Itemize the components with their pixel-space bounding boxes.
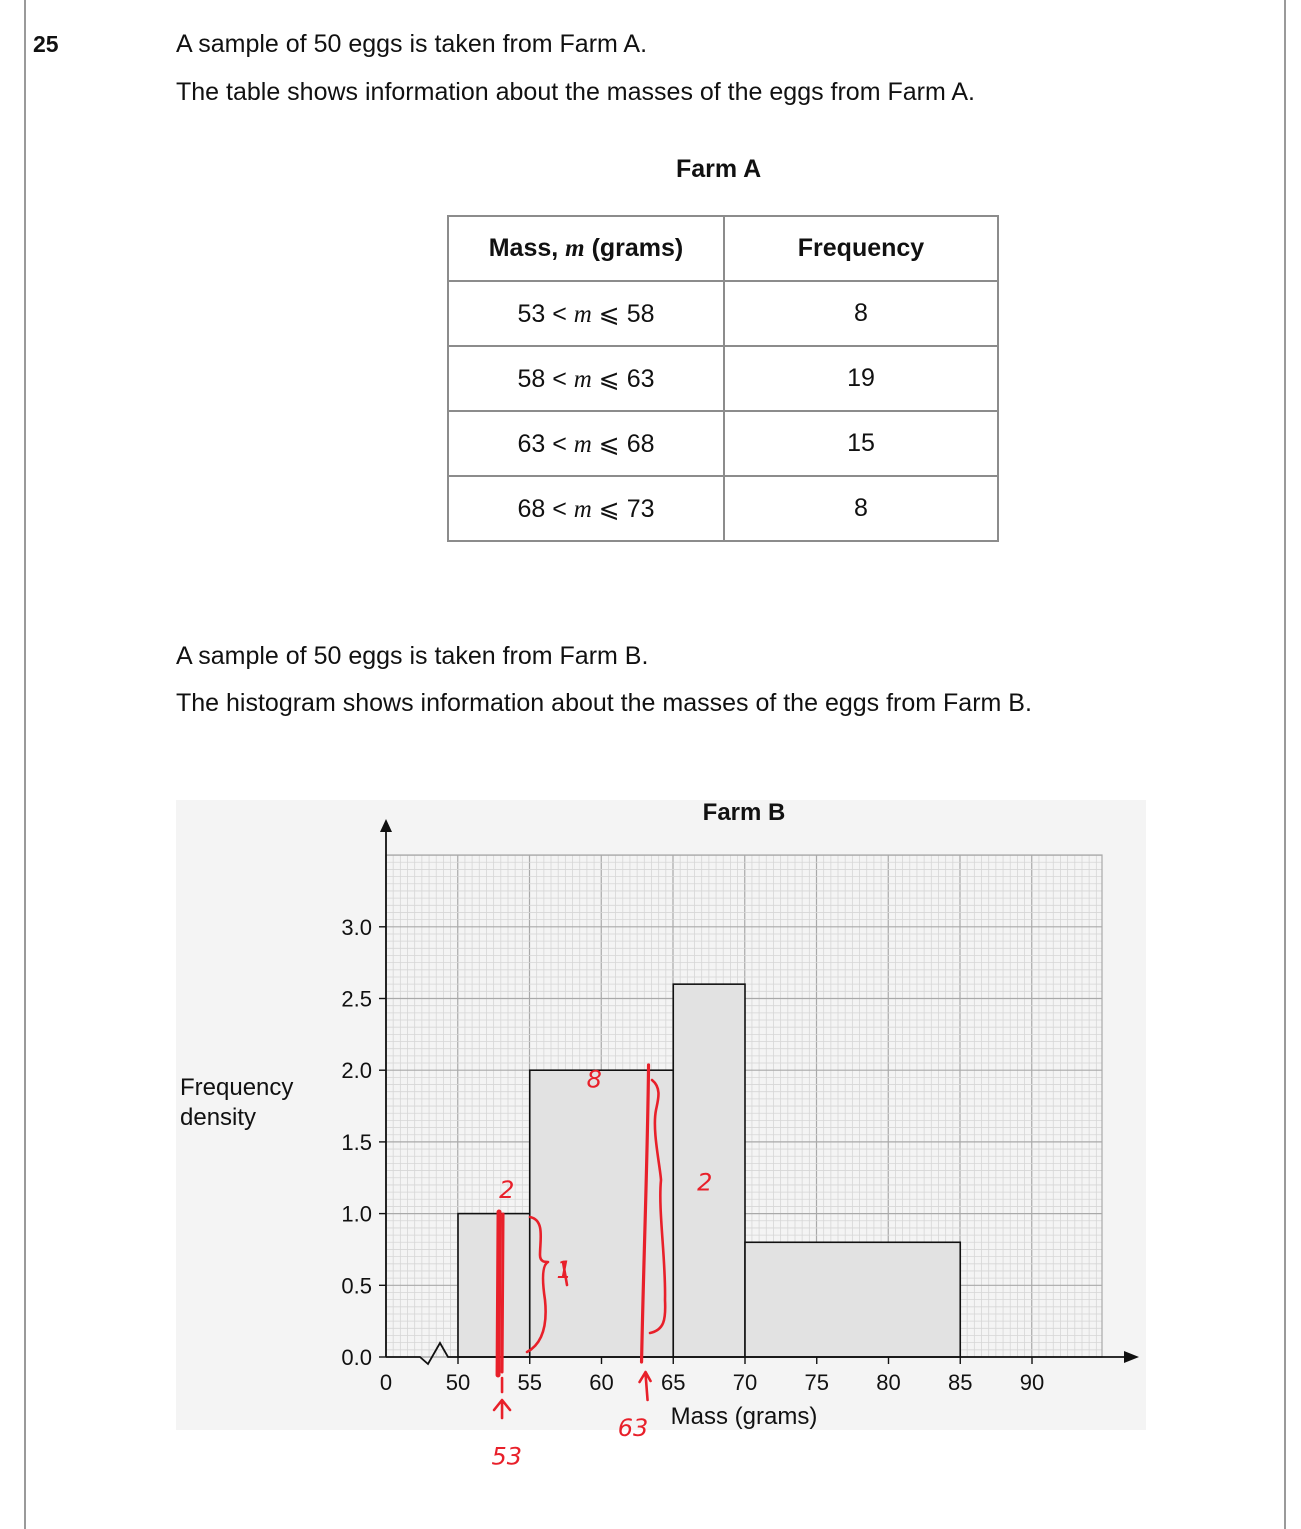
x-tick-label: 50 <box>445 1370 471 1395</box>
handwritten-label: 2 <box>697 1168 713 1197</box>
x-tick-label: 70 <box>732 1370 758 1395</box>
handwritten-label: 2 <box>499 1175 515 1204</box>
frequency-cell: 8 <box>724 281 998 346</box>
mass-interval-cell: 53 < m ⩽ 58 <box>448 281 724 346</box>
y-tick-label: 2.0 <box>341 1058 372 1084</box>
x-tick-label: 80 <box>876 1370 901 1395</box>
chart-title: Farm B <box>702 799 786 826</box>
handwritten-label: 8 <box>586 1065 602 1094</box>
farm-b-intro-1: A sample of 50 eggs is taken from Farm B. <box>176 642 649 670</box>
farm-b-intro-2: The histogram shows information about the masses of the eggs from Farm B. <box>176 689 1032 717</box>
y-tick-label: 1.0 <box>341 1201 372 1227</box>
y-tick-label: 1.5 <box>341 1129 372 1155</box>
x-tick-label: 0 <box>379 1370 393 1395</box>
histogram-bar <box>458 1214 530 1357</box>
x-tick-label: 85 <box>948 1370 973 1395</box>
farm-a-intro-1: A sample of 50 eggs is taken from Farm A. <box>176 30 648 58</box>
x-tick-label: 65 <box>661 1370 686 1395</box>
histogram-bar <box>745 1242 960 1357</box>
x-axis-arrow <box>1124 1351 1139 1363</box>
x-tick-label: 60 <box>589 1370 614 1395</box>
question-number: 25 <box>33 31 59 57</box>
x-tick-label: 75 <box>804 1370 829 1395</box>
mass-header: Mass, m (grams) <box>448 216 724 281</box>
histogram-bar <box>530 1070 674 1357</box>
y-tick-label: 0.5 <box>341 1273 372 1299</box>
frequency-cell: 8 <box>724 476 998 541</box>
marker-line-53-b <box>502 1214 503 1372</box>
x-tick-label: 55 <box>517 1370 542 1395</box>
y-axis-label-line: density <box>180 1104 257 1131</box>
y-tick-label: 3.0 <box>341 914 372 940</box>
arrow-53-icon <box>494 1400 510 1418</box>
y-axis-arrow <box>380 819 392 832</box>
frequency-cell: 15 <box>724 411 998 476</box>
mass-interval-cell: 58 < m ⩽ 63 <box>448 346 724 411</box>
x-tick-label: 90 <box>1019 1370 1045 1395</box>
y-axis-label-line: Frequency <box>180 1074 294 1101</box>
x-axis-label: Mass (grams) <box>670 1403 818 1430</box>
frequency-header: Frequency <box>724 216 998 281</box>
mass-interval-cell: 68 < m ⩽ 73 <box>448 476 724 541</box>
handwritten-label: 53 <box>491 1442 523 1471</box>
arrow-63-icon <box>640 1372 651 1400</box>
y-tick-label: 2.5 <box>341 986 372 1012</box>
y-tick-label: 0.0 <box>341 1345 372 1370</box>
marker-line-53 <box>498 1212 499 1375</box>
farm-a-table-title: Farm A <box>676 155 762 183</box>
frequency-cell: 19 <box>724 346 998 411</box>
farm-a-intro-2: The table shows information about the masses of the eggs from Farm A. <box>176 78 975 106</box>
handwritten-label: 63 <box>617 1413 649 1442</box>
mass-interval-cell: 63 < m ⩽ 68 <box>448 411 724 476</box>
handwritten-label: 1 <box>556 1256 572 1285</box>
